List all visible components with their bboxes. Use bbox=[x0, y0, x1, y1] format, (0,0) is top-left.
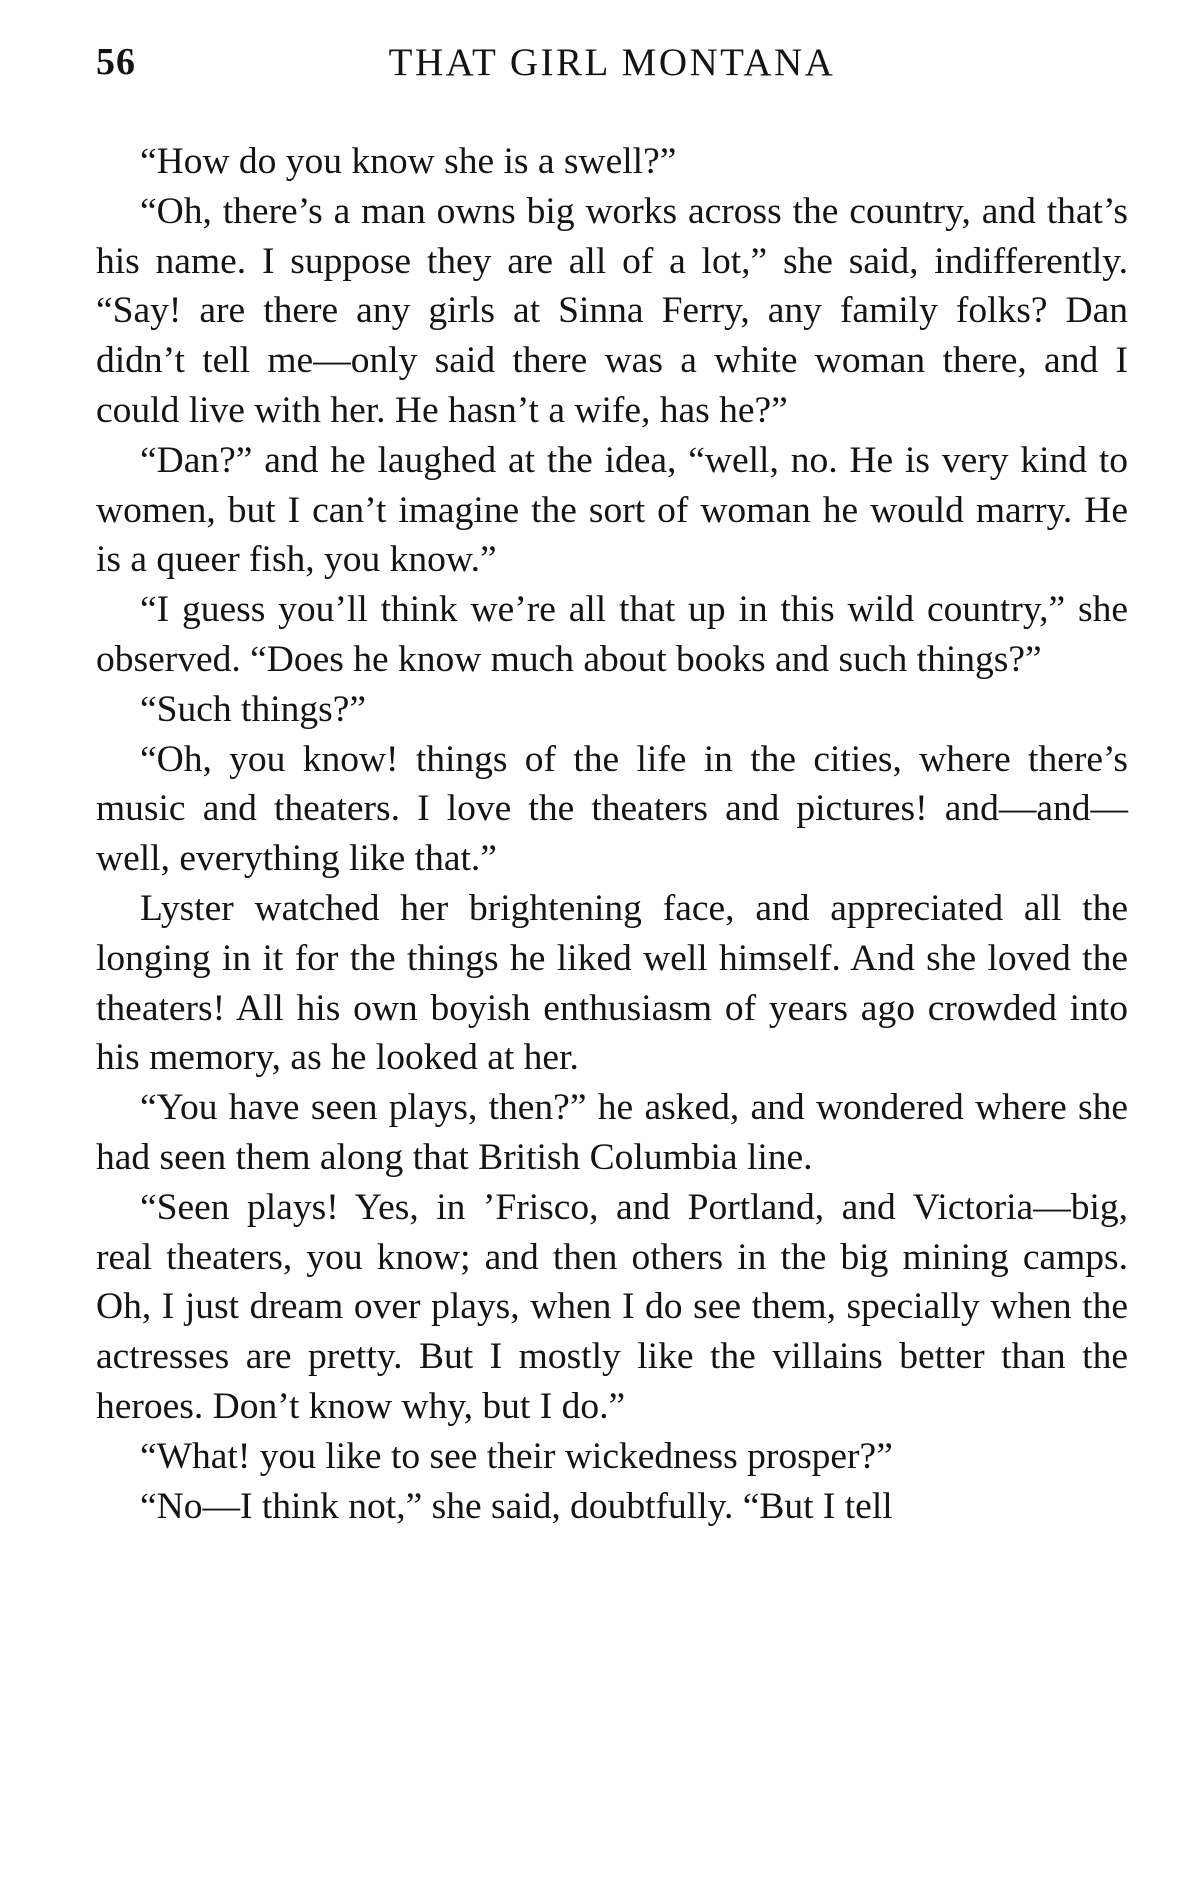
paragraph: Lyster watched her brightening face, and appreciated all the longing in it for the things he liked well himself. And she loved the theaters! All his own boyish enthusiasm of years ago crowded into his memory, as he looked at her. bbox=[96, 887, 1128, 1079]
paragraph: “You have seen plays, then?” he asked, and wondered where she had seen them along that British Columbia line. bbox=[96, 1087, 1128, 1178]
body-text bbox=[96, 137, 1128, 1531]
paragraph: “Dan?” and he laughed at the idea, “well, no. He is very kind to women, but I can’t imagine the sort of woman he would marry. He is a queer fish, you know.” bbox=[96, 439, 1128, 581]
running-title: THAT GIRL MONTANA bbox=[388, 41, 836, 84]
paragraph: “Oh, there’s a man owns big works across the country, and that’s his name. I suppose they are all of a lot,” she said, indifferently. “Say! are there any girls at Sinna Ferry, any family folks? Dan didn’t tell me—only said there was a white woman there, and I could live with her. He hasn’t a wife, has he?” bbox=[96, 190, 1128, 431]
page-header bbox=[96, 40, 1128, 100]
paragraph: “Seen plays! Yes, in ’Frisco, and Portland, and Victoria—big, real theaters, you know; and then others in the big mining camps. Oh, I just dream over plays, when I do see them, specially when the actresses are pretty. But I mostly like the villains better than the heroes. Don’t know why, but I do.” bbox=[96, 1186, 1128, 1427]
paragraph: “Such things?” bbox=[140, 688, 366, 730]
paragraph: “What! you like to see their wickedness prosper?” bbox=[140, 1435, 893, 1477]
paragraph: “Oh, you know! things of the life in the cities, where there’s music and theaters. I love the theaters and pictures! and—and—well, everything like that.” bbox=[96, 738, 1128, 880]
paragraph: “No—I think not,” she said, doubtfully. “But I tell bbox=[140, 1485, 893, 1527]
paragraph: “How do you know she is a swell?” bbox=[140, 141, 677, 182]
page-number: 56 bbox=[96, 41, 136, 83]
paragraph: “I guess you’ll think we’re all that up in this wild country,” she observed. “Does he know much about books and such things?” bbox=[96, 589, 1128, 680]
